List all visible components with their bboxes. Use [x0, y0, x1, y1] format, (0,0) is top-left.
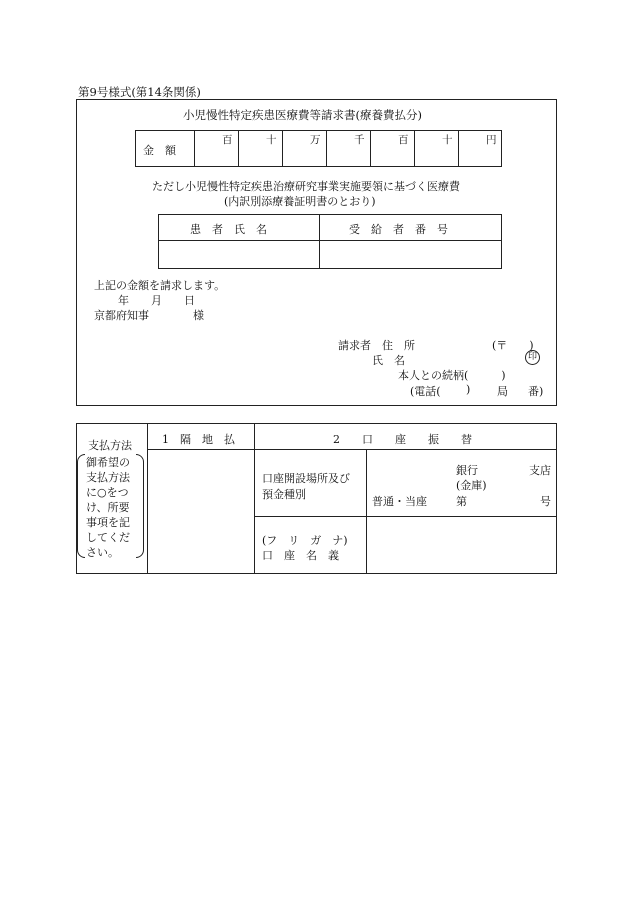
payment-note-line-7: さい。	[86, 546, 119, 559]
request-statement: 上記の金額を請求します。	[94, 279, 226, 292]
date-line: 年 月 日	[118, 294, 195, 307]
payment-method-label: 支払方法	[88, 439, 132, 452]
branch-place-label-2: 預金種別	[262, 488, 306, 501]
bank-label: 銀行	[456, 464, 478, 477]
account-number-prefix: 第	[456, 495, 467, 508]
digit-unit-sen: 千	[354, 134, 365, 146]
option-remote-payment[interactable]: 1 隔 地 払	[162, 433, 235, 446]
digit-unit-hyaku-man: 百	[222, 134, 233, 146]
digit-unit-yen: 円	[486, 134, 497, 146]
patient-name-field[interactable]	[159, 241, 318, 268]
patient-name-header: 患 者 氏 名	[190, 223, 267, 236]
branch-place-label-1: 口座開設場所及び	[262, 472, 350, 485]
request-title: 小児慢性特定疾患医療費等請求書(療養費払分)	[183, 108, 422, 122]
claimant-name-label: 氏 名	[372, 354, 405, 367]
addressee: 京都府知事 様	[94, 309, 204, 322]
phone-exchange-label: 局	[497, 385, 508, 398]
recipient-number-field[interactable]	[320, 241, 501, 268]
basis-line-1: ただし小児慢性特定疾患治療研究事業実施要領に基づく医療費	[152, 180, 460, 193]
claimant-address-label: 請求者 住 所	[338, 339, 415, 352]
phone-close-paren: )	[466, 383, 471, 396]
phone-number-label: 番)	[528, 385, 544, 398]
account-number-suffix: 号	[540, 495, 551, 508]
payment-note-line-1: 御希望の	[86, 456, 130, 469]
payment-note-line-6: してくだ	[86, 531, 130, 544]
form-number-title: 第9号様式(第14条関係)	[78, 85, 201, 99]
furigana-label: (フ リ ガ ナ)	[262, 534, 348, 547]
account-holder-label: 口 座 名 義	[262, 549, 339, 562]
recipient-number-header: 受 給 者 番 号	[349, 223, 448, 236]
payment-note-line-2: 支払方法	[86, 471, 130, 484]
digit-unit-juu: 十	[442, 134, 453, 146]
digit-unit-juu-man: 十	[266, 134, 277, 146]
seal-mark: 印	[525, 350, 540, 365]
payment-note-line-5: 事項を記	[86, 516, 130, 529]
payment-note-line-4: け、所要	[86, 501, 130, 514]
account-type-label: 普通・当座	[372, 495, 427, 508]
postal-code-mark: (〒 )	[492, 339, 534, 352]
option-account-transfer[interactable]: 2 口 座 振 替	[333, 433, 472, 446]
digit-unit-man: 万	[310, 134, 321, 146]
account-holder-field[interactable]	[367, 517, 556, 573]
credit-union-label: (金庫)	[456, 479, 487, 492]
digit-unit-hyaku: 百	[398, 134, 409, 146]
note-bracket-right	[136, 454, 144, 558]
amount-label: 金 額	[143, 144, 176, 157]
payment-note-line-3: に○をつ	[86, 486, 129, 499]
basis-line-2: (内訳別添療養証明書のとおり)	[224, 195, 376, 208]
relationship-label: 本人との続柄( )	[398, 369, 506, 382]
note-bracket-left	[77, 454, 85, 558]
phone-open-label: (電話(	[410, 385, 441, 398]
branch-label: 支店	[529, 464, 551, 477]
remote-payment-field[interactable]	[148, 450, 253, 573]
